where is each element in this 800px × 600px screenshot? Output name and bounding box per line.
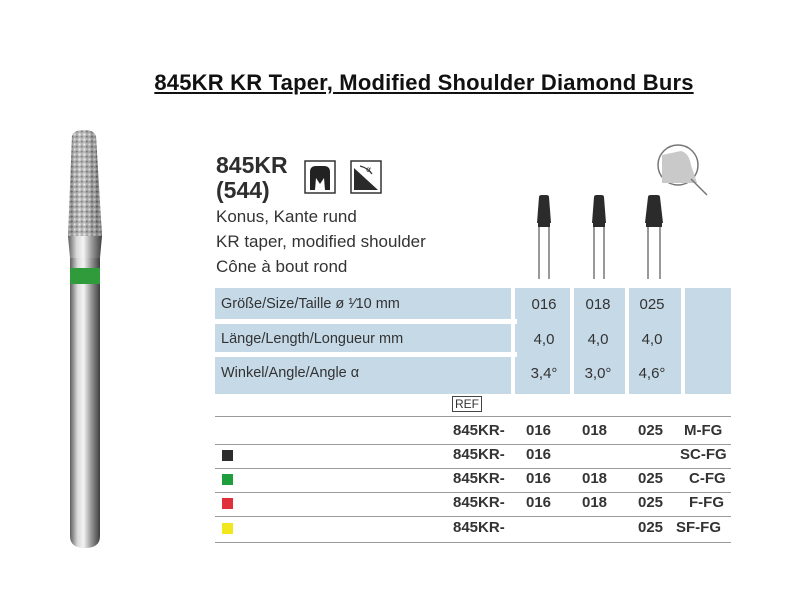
table-rule (215, 542, 731, 543)
table-rule (215, 444, 731, 445)
angle-icon (350, 160, 382, 194)
table-row (215, 446, 731, 468)
column-divider (511, 288, 515, 394)
svg-text:α: α (366, 165, 372, 174)
size-018: 018 (585, 296, 611, 313)
angle-016: 3,4° (530, 365, 558, 382)
ref-025: 025 (638, 422, 664, 439)
ref-prefix: 845KR- (453, 422, 505, 439)
table-rule (215, 468, 731, 469)
bur-tip-025 (642, 195, 666, 279)
description-fr: Cône à bout rond (216, 257, 348, 276)
angle-025: 4,6° (638, 365, 666, 382)
ref-016: 016 (526, 494, 552, 511)
yellow-grit-swatch (222, 523, 233, 534)
length-018: 4,0 (587, 331, 609, 348)
product-code: 845KR (216, 152, 288, 178)
ref-prefix: 845KR- (453, 519, 505, 536)
description-de: Konus, Kante rund (216, 207, 357, 226)
ref-018: 018 (582, 422, 608, 439)
length-016: 4,0 (533, 331, 555, 348)
ref-label: REF (452, 396, 482, 412)
grit-label: M-FG (684, 422, 723, 439)
ref-prefix: 845KR- (453, 446, 505, 463)
specs-table (215, 288, 731, 394)
specs-row-size (215, 288, 731, 319)
ref-025: 025 (638, 494, 664, 511)
diamond-bur-image (58, 128, 118, 553)
bur-tip-016 (534, 195, 554, 279)
red-grit-swatch (222, 498, 233, 509)
table-row (215, 422, 731, 444)
ref-018: 018 (582, 494, 608, 511)
specs-row-angle (215, 357, 731, 388)
specs-row-length (215, 324, 731, 355)
bur-tip-018 (589, 195, 609, 279)
green-grit-swatch (222, 474, 233, 485)
ref-016: 016 (526, 422, 552, 439)
grit-label: C-FG (689, 470, 726, 487)
size-label: Größe/Size/Taille ø ¹⁄10 mm (221, 296, 400, 312)
grit-label: SF-FG (676, 519, 721, 536)
table-row (215, 519, 731, 541)
iso-code: (544) (216, 177, 270, 203)
description-en: KR taper, modified shoulder (216, 232, 426, 251)
page-title: 845KR KR Taper, Modified Shoulder Diamond Burs (154, 70, 694, 95)
ref-025: 025 (638, 519, 664, 536)
column-divider (681, 288, 685, 394)
ref-prefix: 845KR- (453, 494, 505, 511)
angle-label: Winkel/Angle/Angle α (221, 365, 360, 381)
ref-prefix: 845KR- (453, 470, 505, 487)
ref-016: 016 (526, 470, 552, 487)
column-divider (570, 288, 574, 394)
ref-025: 025 (638, 470, 664, 487)
ref-018: 018 (582, 470, 608, 487)
shoulder-detail-magnifier (653, 143, 713, 198)
grit-label: F-FG (689, 494, 724, 511)
column-divider (625, 288, 629, 394)
ref-016: 016 (526, 446, 552, 463)
table-rule (215, 492, 731, 493)
angle-018: 3,0° (584, 365, 612, 382)
size-025: 025 (639, 296, 665, 313)
crown-preparation-icon (304, 160, 336, 194)
table-rule (215, 516, 731, 517)
table-row (215, 470, 731, 492)
length-label: Länge/Length/Longueur mm (221, 331, 404, 347)
grit-label: SC-FG (680, 446, 727, 463)
size-016: 016 (531, 296, 557, 313)
length-025: 4,0 (641, 331, 663, 348)
table-rule (215, 416, 731, 417)
table-row (215, 494, 731, 516)
black-grit-swatch (222, 450, 233, 461)
